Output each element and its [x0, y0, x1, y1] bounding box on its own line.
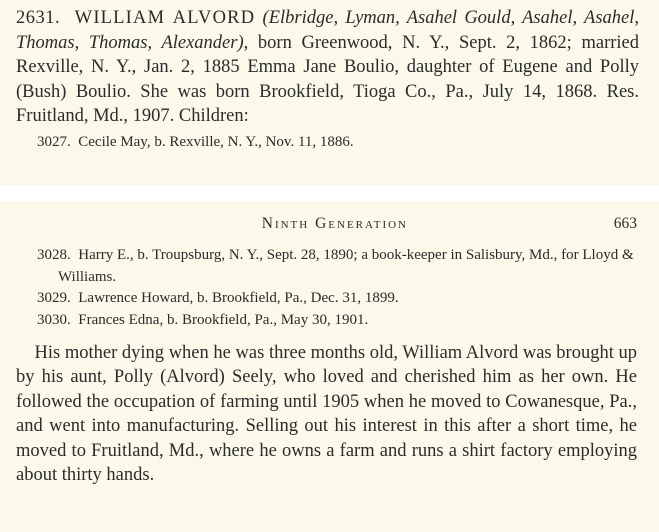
child-number: 3030.	[37, 311, 71, 328]
child-text: Cecile May, b. Rexville, N. Y., Nov. 11, 1886.	[78, 133, 354, 150]
entry-number: 2631.	[16, 8, 61, 28]
child-text: Frances Edna, b. Brookfield, Pa., May 30, 1901.	[78, 311, 369, 328]
children-list	[16, 245, 637, 331]
genealogy-entry-2631	[16, 6, 639, 129]
narrative-paragraph: His mother dying when he was three months old, William Alvord was brought up by his aunt, Polly (Alvord) Seely, who loved and cherished him as her own. He followed the occupation of farming until 1905 when he moved to Cowanesque, Pa., and went into manufacturing. Selling out his interest in this after a short time, he moved to Fruitland, Md., where he owns a farm and runs a shirt factory employing about thirty hands.	[16, 343, 637, 486]
child-number: 3027.	[37, 133, 71, 150]
child-number: 3029.	[37, 290, 71, 306]
child-text: Lawrence Howard, b. Brookfield, Pa., Dec. 31, 1899.	[78, 290, 399, 306]
running-head-title: Ninth Generation	[261, 215, 408, 232]
child-entry-3028	[28, 245, 637, 288]
child-number: 3028.	[37, 247, 71, 263]
entry-name: WILLIAM ALVORD	[74, 8, 256, 28]
page-fragment-bottom	[0, 201, 659, 532]
child-text: Harry E., b. Troupsburg, N. Y., Sept. 28, 1890; a book-keeper in Salisbury, Md., for Lloyd & Williams.	[58, 247, 634, 285]
page-fragment-top	[0, 0, 659, 185]
running-head	[16, 215, 637, 233]
child-entry-3027	[28, 131, 639, 153]
page-number: 663	[613, 215, 637, 232]
child-entry-3030	[28, 310, 637, 332]
entry-body: , born Greenwood, N. Y., Sept. 2, 1862; married Rexville, N. Y., Jan. 2, 1885 Emma Jane Boulio, daughter of Eugene and Polly (Bush) Boulio. She was born Brookfield, Tioga Co., Pa., July 14, 1868. Res. Fruitland, Md., 1907. Children:	[16, 32, 640, 126]
entry-ancestry: (Elbridge, Lyman, Asahel Gould, Asahel, Asahel, Thomas, Thomas, Alexander)	[16, 8, 640, 53]
child-entry-3029	[28, 288, 637, 310]
